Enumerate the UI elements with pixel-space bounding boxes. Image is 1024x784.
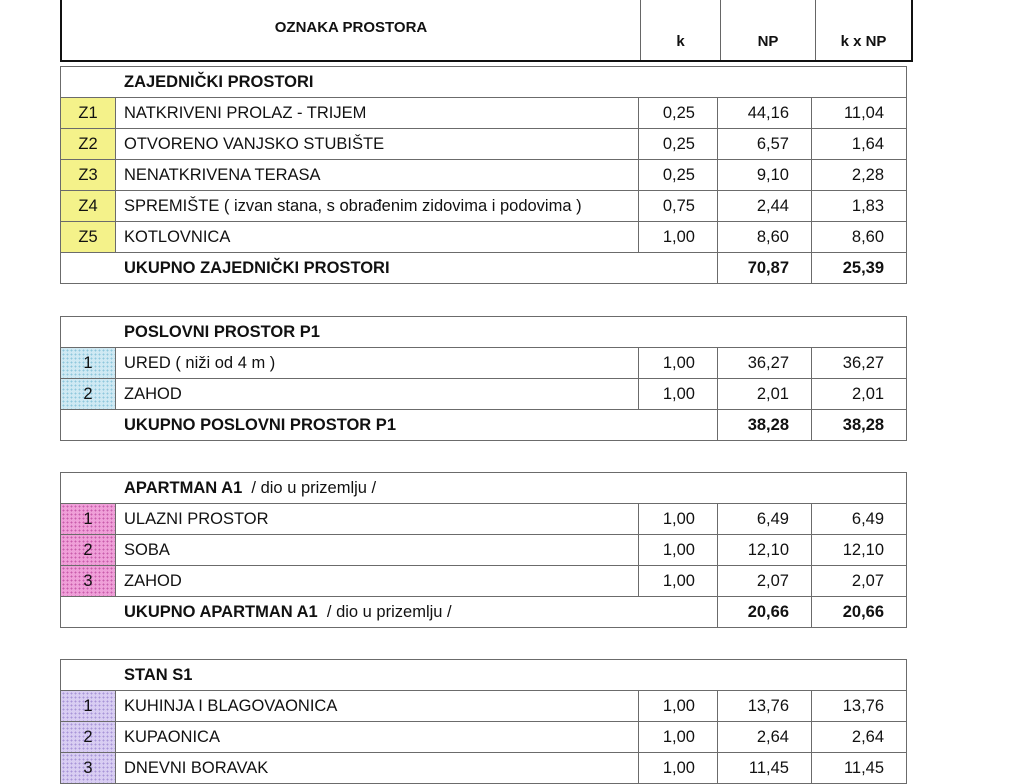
room-k: 1,00 <box>639 691 718 722</box>
section-stan-s1 <box>60 659 907 784</box>
section-title: STAN S1 <box>61 660 907 691</box>
room-k: 1,00 <box>639 379 718 410</box>
room-code: 1 <box>61 691 116 722</box>
room-knp: 6,49 <box>812 504 907 535</box>
room-k: 1,00 <box>639 566 718 597</box>
room-k: 1,00 <box>639 504 718 535</box>
room-name: DNEVNI BORAVAK <box>116 753 639 784</box>
room-knp: 12,10 <box>812 535 907 566</box>
room-k: 0,75 <box>639 191 718 222</box>
room-name: ZAHOD <box>116 379 639 410</box>
room-knp: 2,07 <box>812 566 907 597</box>
header-k: k <box>641 0 721 61</box>
room-code: 2 <box>61 722 116 753</box>
room-np: 6,49 <box>718 504 812 535</box>
total-np: 70,87 <box>718 253 812 284</box>
total-row <box>61 597 907 628</box>
table-row <box>61 191 907 222</box>
room-name: KUPAONICA <box>116 722 639 753</box>
room-k: 0,25 <box>639 98 718 129</box>
table-row <box>61 348 907 379</box>
room-k: 1,00 <box>639 753 718 784</box>
room-np: 2,64 <box>718 722 812 753</box>
room-name: NATKRIVENI PROLAZ - TRIJEM <box>116 98 639 129</box>
room-name: NENATKRIVENA TERASA <box>116 160 639 191</box>
room-k: 1,00 <box>639 348 718 379</box>
room-name: SOBA <box>116 535 639 566</box>
table-row <box>61 722 907 753</box>
total-np: 38,28 <box>718 410 812 441</box>
room-knp: 11,45 <box>812 753 907 784</box>
header-table <box>60 0 913 62</box>
room-knp: 1,64 <box>812 129 907 160</box>
room-np: 13,76 <box>718 691 812 722</box>
room-code: 3 <box>61 566 116 597</box>
room-k: 0,25 <box>639 160 718 191</box>
room-np: 36,27 <box>718 348 812 379</box>
section-title-main: APARTMAN A1 <box>124 478 243 497</box>
room-code: 3 <box>61 753 116 784</box>
table-row <box>61 160 907 191</box>
section-apartman-a1 <box>60 472 907 628</box>
room-knp: 2,01 <box>812 379 907 410</box>
total-row <box>61 253 907 284</box>
section-title: POSLOVNI PROSTOR P1 <box>61 317 907 348</box>
room-k: 1,00 <box>639 222 718 253</box>
table-row <box>61 566 907 597</box>
room-knp: 13,76 <box>812 691 907 722</box>
room-name: KUHINJA I BLAGOVAONICA <box>116 691 639 722</box>
total-knp: 38,28 <box>812 410 907 441</box>
room-code: Z3 <box>61 160 116 191</box>
room-np: 12,10 <box>718 535 812 566</box>
header-oznaka-prostora: OZNAKA PROSTORA <box>61 0 641 61</box>
room-np: 9,10 <box>718 160 812 191</box>
total-label: UKUPNO ZAJEDNIČKI PROSTORI <box>61 253 718 284</box>
room-code: Z1 <box>61 98 116 129</box>
room-code: Z4 <box>61 191 116 222</box>
room-k: 1,00 <box>639 722 718 753</box>
table-row <box>61 691 907 722</box>
table-row <box>61 98 907 129</box>
room-code: 2 <box>61 379 116 410</box>
room-code: 1 <box>61 348 116 379</box>
room-knp: 1,83 <box>812 191 907 222</box>
room-np: 44,16 <box>718 98 812 129</box>
table-row <box>61 504 907 535</box>
header-np: NP <box>721 0 816 61</box>
section-poslovni-prostor <box>60 316 907 441</box>
total-np: 20,66 <box>718 597 812 628</box>
room-name: KOTLOVNICA <box>116 222 639 253</box>
room-k: 0,25 <box>639 129 718 160</box>
room-knp: 11,04 <box>812 98 907 129</box>
room-code: 1 <box>61 504 116 535</box>
room-np: 11,45 <box>718 753 812 784</box>
room-name: URED ( niži od 4 m ) <box>116 348 639 379</box>
room-np: 8,60 <box>718 222 812 253</box>
room-name: OTVORENO VANJSKO STUBIŠTE <box>116 129 639 160</box>
room-code: Z2 <box>61 129 116 160</box>
room-knp: 36,27 <box>812 348 907 379</box>
room-name: ZAHOD <box>116 566 639 597</box>
table-row <box>61 753 907 784</box>
total-label <box>61 597 718 628</box>
section-title <box>61 473 907 504</box>
room-knp: 2,64 <box>812 722 907 753</box>
room-np: 6,57 <box>718 129 812 160</box>
section-title-sub: / dio u prizemlju / <box>242 478 377 497</box>
room-np: 2,01 <box>718 379 812 410</box>
total-knp: 25,39 <box>812 253 907 284</box>
table-row <box>61 535 907 566</box>
room-np: 2,07 <box>718 566 812 597</box>
room-np: 2,44 <box>718 191 812 222</box>
room-code: Z5 <box>61 222 116 253</box>
header-k-x-np: k x NP <box>816 0 913 61</box>
room-name: SPREMIŠTE ( izvan stana, s obrađenim zidovima i podovima ) <box>116 191 639 222</box>
room-k: 1,00 <box>639 535 718 566</box>
table-row <box>61 129 907 160</box>
room-name: ULAZNI PROSTOR <box>116 504 639 535</box>
total-row <box>61 410 907 441</box>
room-knp: 2,28 <box>812 160 907 191</box>
room-code: 2 <box>61 535 116 566</box>
table-row <box>61 222 907 253</box>
total-knp: 20,66 <box>812 597 907 628</box>
section-zajednicki-prostori <box>60 66 907 284</box>
table-row <box>61 379 907 410</box>
total-label-main: UKUPNO APARTMAN A1 <box>124 602 318 621</box>
section-title: ZAJEDNIČKI PROSTORI <box>61 67 907 98</box>
total-label-sub: / dio u prizemlju / <box>317 602 452 621</box>
room-knp: 8,60 <box>812 222 907 253</box>
total-label: UKUPNO POSLOVNI PROSTOR P1 <box>61 410 718 441</box>
